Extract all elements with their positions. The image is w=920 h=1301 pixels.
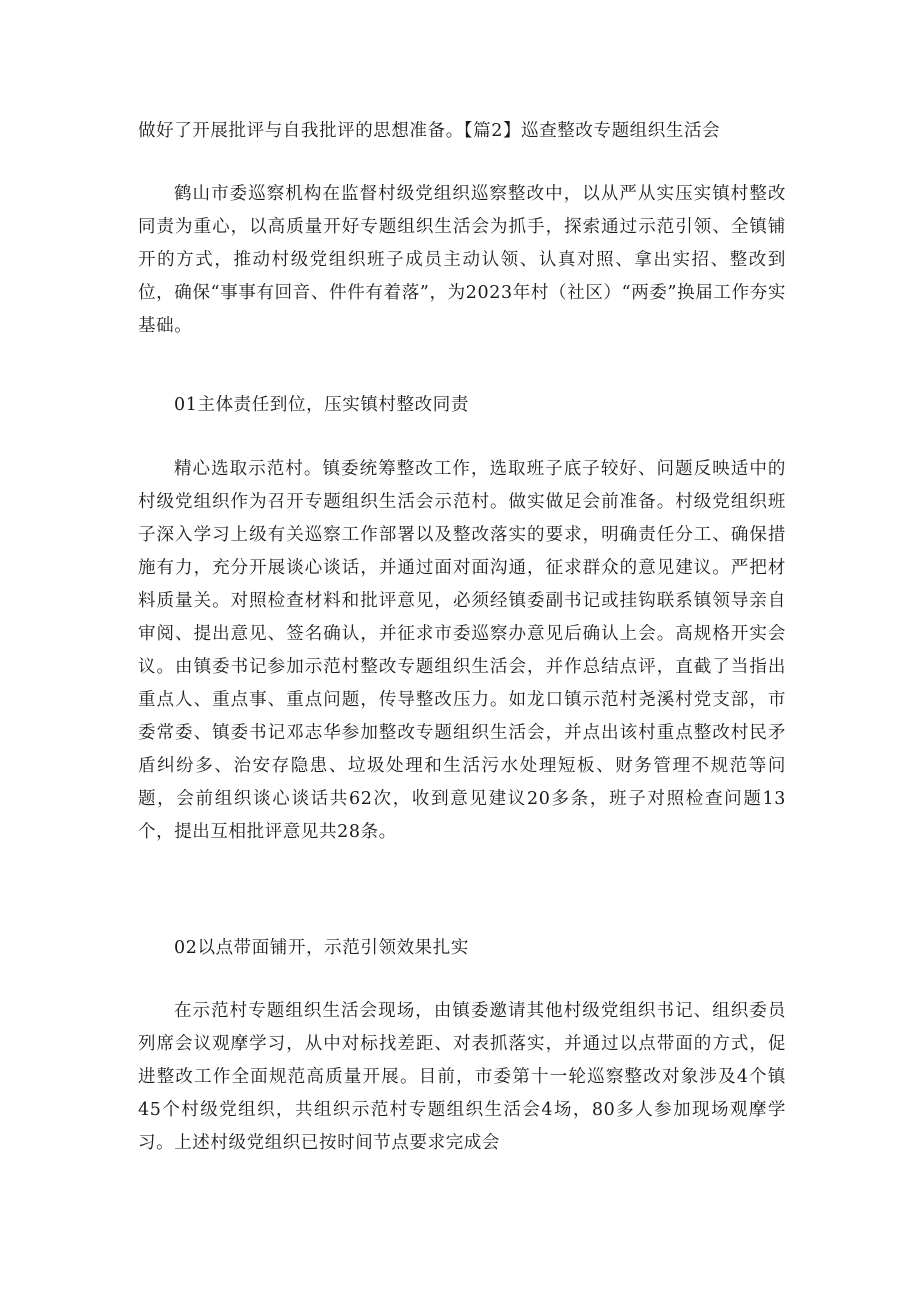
paragraph-3: 在示范村专题组织生活会现场，由镇委邀请其他村级党组织书记、组织委员列席会议观摩学习，从中对标找差距、对表抓落实，并通过以点带面的方式，促进整改工作全面规范高质量开展。目前，市委第十一轮巡察整改对象涉及4个镇45个村级党组织，共组织示范村专题组织生活会4场，80多人参加现场观摩学习。上述村级党组织已按时间节点要求完成会: [138, 1001, 786, 1153]
section-heading-2: 02以点带面铺开，示范引领效果扎实: [174, 938, 469, 958]
paragraph-1: 鹤山市委巡察机构在监督村级党组织巡察整改中，以从严从实压实镇村整改同责为重心，以高质量开好专题组织生活会为抓手，探索通过示范引领、全镇铺开的方式，推动村级党组织班子成员主动认领、认真对照、拿出实招、整改到位，确保“事事有回音、件件有着落”，为2023年村（社区）“两委”换届工作夯实基础。: [138, 184, 786, 336]
paragraph-2: 精心选取示范村。镇委统筹整改工作，选取班子底子较好、问题反映适中的村级党组织作为召开专题组织生活会示范村。做实做足会前准备。村级党组织班子深入学习上级有关巡察工作部署以及整改落实的要求，明确责任分工、确保措施有力，充分开展谈心谈话，并通过面对面沟通，征求群众的意见建议。严把材料质量关。对照检查材料和批评意见，必须经镇委副书记或挂钩联系镇领导亲自审阅、提出意见、签名确认，并征求市委巡察办意见后确认上会。高规格开实会议。由镇委书记参加示范村整改专题组织生活会，并作总结点评，直截了当指出重点人、重点事、重点问题，传导整改压力。如龙口镇示范村尧溪村党支部，市委常委、镇委书记邓志华参加整改专题组织生活会，并点出该村重点整改村民矛盾纠纷多、治安存隐患、垃圾处理和生活污水处理短板、财务管理不规范等问题，会前组织谈心谈话共62次，收到意见建议20多条，班子对照检查问题13个，提出互相批评意见共28条。: [138, 459, 786, 842]
section-heading-1: 01主体责任到位，压实镇村整改同责: [174, 395, 469, 415]
intro-line: 做好了开展批评与自我批评的思想准备。【篇2】巡查整改专题组织生活会: [138, 121, 721, 141]
